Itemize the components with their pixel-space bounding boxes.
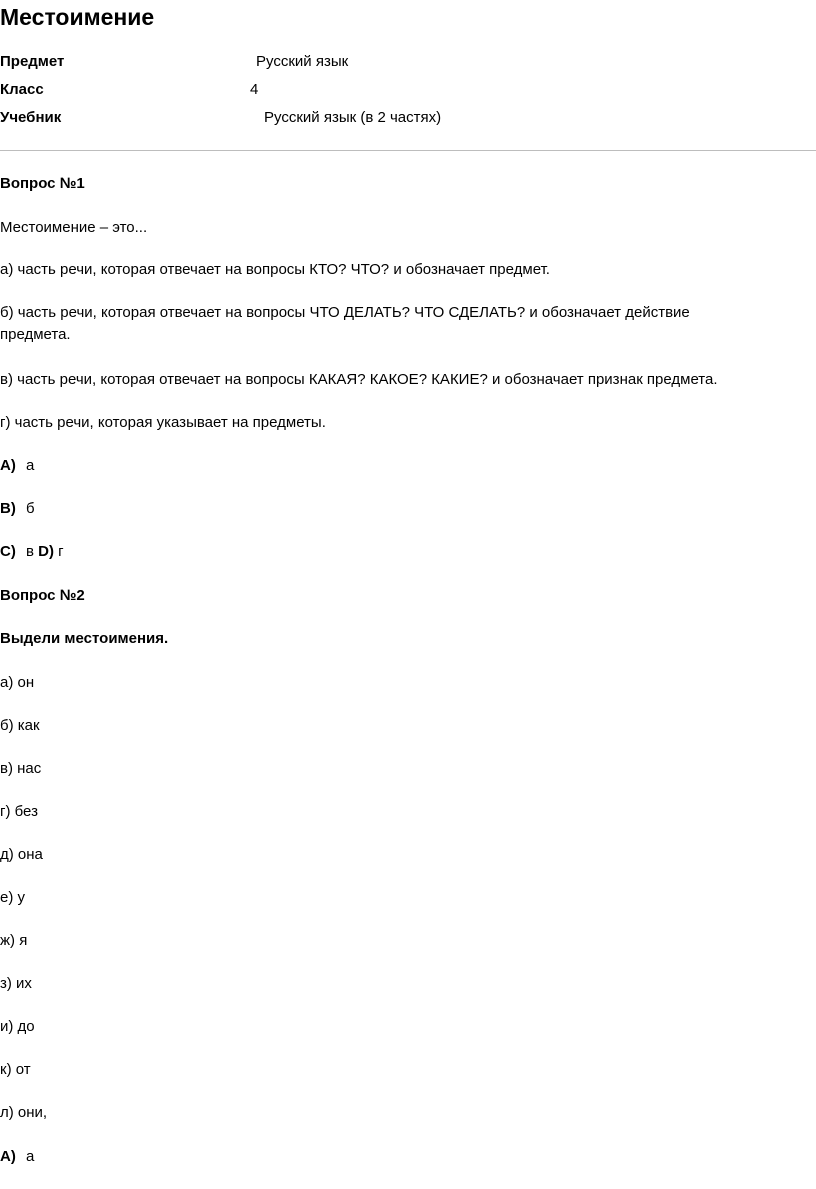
document-title: Местоимение [0, 4, 155, 30]
question-2-option: е) у [0, 889, 26, 906]
question-1-heading: Вопрос №1 [0, 175, 85, 192]
question-2-option: б) как [0, 717, 40, 734]
question-1-option-c: в) часть речи, которая отвечает на вопросы КАКАЯ? КАКОЕ? КАКИЕ? и обозначает признак предмета. [0, 371, 718, 388]
answer-value: г [58, 543, 64, 560]
answer-letter: D) [38, 543, 54, 560]
textbook-value: Русский язык (в 2 частях) [264, 109, 442, 126]
question-2-option: г) без [0, 803, 38, 820]
question-2-option: и) до [0, 1018, 35, 1035]
question-1-option-b: б) часть речи, которая отвечает на вопросы ЧТО ДЕЛАТЬ? ЧТО СДЕЛАТЬ? и обозначает действие предмета. [0, 304, 690, 343]
answer-value: б [26, 500, 35, 517]
grade-value: 4 [250, 81, 259, 98]
question-2-answer-a[interactable] [0, 1146, 34, 1168]
answer-letter: A) [0, 1148, 16, 1165]
question-2-prompt: Выдели местоимения. [0, 630, 169, 647]
answer-letter: C) [0, 543, 16, 560]
question-1-prompt: Местоимение – это... [0, 219, 148, 236]
subject-value: Русский язык [256, 53, 349, 70]
question-2-heading: Вопрос №2 [0, 587, 85, 604]
question-2-option: ж) я [0, 932, 28, 949]
question-2-option: з) их [0, 975, 32, 992]
question-1-option-d: г) часть речи, которая указывает на предметы. [0, 414, 326, 431]
question-2-option: л) они, [0, 1104, 48, 1121]
subject-label: Предмет [0, 53, 65, 70]
answer-value: а [26, 457, 35, 474]
answer-value: в [26, 543, 34, 560]
answer-letter: A) [0, 457, 16, 474]
question-1-answer-a[interactable] [0, 455, 34, 477]
question-1-answer-b[interactable] [0, 498, 35, 520]
answer-letter: B) [0, 500, 16, 517]
question-2-option: к) от [0, 1061, 31, 1078]
textbook-label: Учебник [0, 109, 62, 126]
question-1-option-a: а) часть речи, которая отвечает на вопросы КТО? ЧТО? и обозначает предмет. [0, 261, 550, 278]
header-divider [0, 150, 816, 151]
question-2-option: в) нас [0, 760, 42, 777]
question-1-answer-cd[interactable] [0, 541, 64, 563]
question-2-option: д) она [0, 846, 43, 863]
question-2-option: а) он [0, 674, 35, 691]
grade-label: Класс [0, 81, 44, 98]
answer-value: а [26, 1148, 35, 1165]
